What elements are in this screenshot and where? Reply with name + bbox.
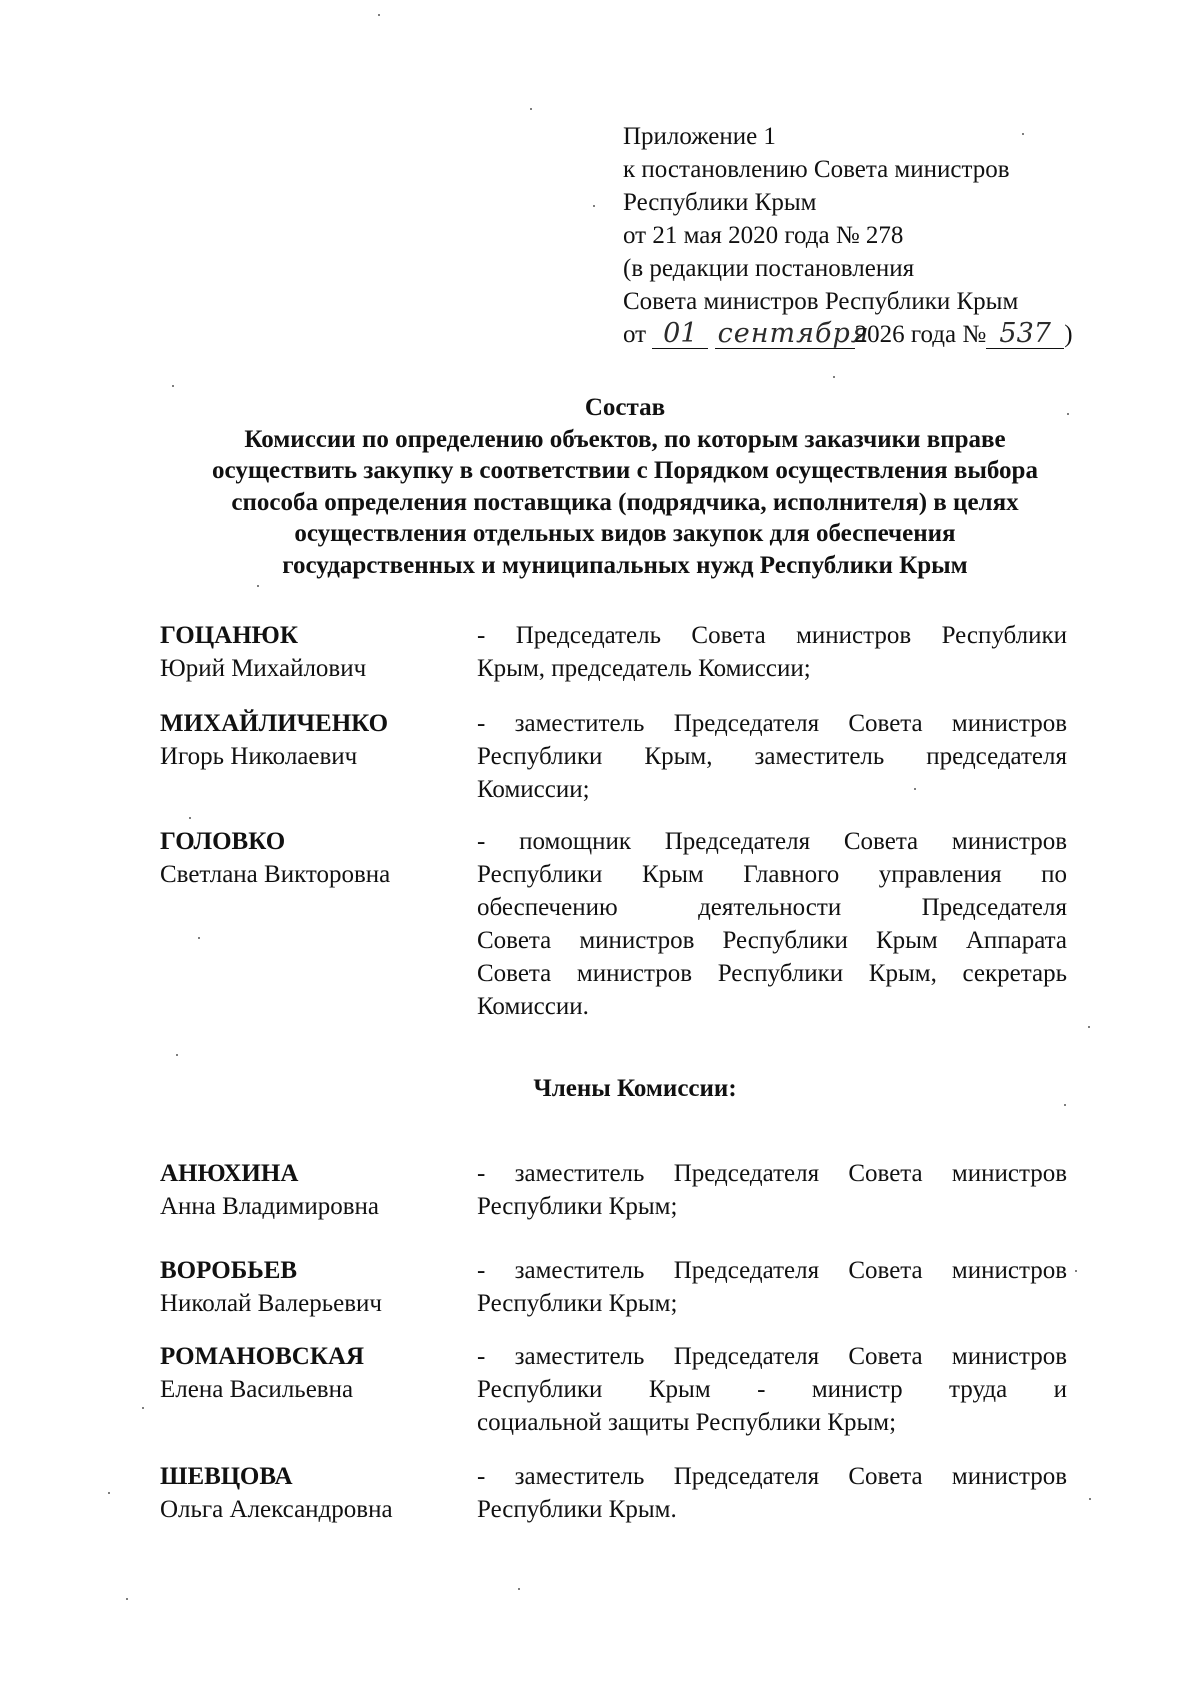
role-line: Республики Крым Главного управления по bbox=[477, 861, 1067, 888]
appendix-line: к постановлению Совета министров bbox=[623, 156, 1010, 183]
title-line: государственных и муниципальных нужд Республики Крым bbox=[282, 551, 968, 579]
appendix-line: Приложение 1 bbox=[623, 123, 776, 150]
date-suffix: ) bbox=[1064, 321, 1073, 348]
date-middle: 2026 года № bbox=[854, 321, 987, 348]
title-heading: Состав bbox=[584, 394, 666, 421]
scan-speck bbox=[518, 1588, 520, 1590]
role-line: Совета министров Республики Крым, секретарь bbox=[477, 960, 1067, 987]
role-line: Комиссии. bbox=[477, 993, 589, 1020]
person-given-name: Игорь Николаевич bbox=[160, 743, 358, 770]
person-surname: МИХАЙЛИЧЕНКО bbox=[160, 710, 389, 737]
person-given-name: Ольга Александровна bbox=[160, 1496, 393, 1523]
person-surname: ГОЛОВКО bbox=[160, 828, 286, 855]
person-surname: ВОРОБЬЕВ bbox=[160, 1257, 298, 1284]
scan-speck bbox=[189, 817, 191, 819]
role-line: обеспечению деятельности Председателя bbox=[477, 894, 1067, 921]
appendix-line: (в редакции постановления bbox=[623, 255, 915, 282]
role-line: - помощник Председателя Совета министров bbox=[477, 828, 1067, 855]
title-line: осуществить закупку в соответствии с Порядком осуществления выбора bbox=[212, 457, 1038, 484]
scan-speck bbox=[1022, 133, 1024, 135]
role-line: - заместитель Председателя Совета министров bbox=[477, 710, 1067, 737]
person-name bbox=[160, 1157, 460, 1223]
person-name bbox=[160, 619, 460, 685]
person-surname: АНЮХИНА bbox=[160, 1160, 299, 1187]
appendix-line: Совета министров Республики Крым bbox=[623, 288, 1019, 315]
role-line: Совета министров Республики Крым Аппарата bbox=[477, 927, 1067, 954]
person-role bbox=[477, 825, 1067, 1023]
scan-speck bbox=[126, 1598, 128, 1600]
person-given-name: Елена Васильевна bbox=[160, 1376, 354, 1403]
person-surname: РОМАНОВСКАЯ bbox=[160, 1343, 365, 1370]
role-line: Республики Крым, заместитель председателя bbox=[477, 743, 1067, 770]
role-line: - заместитель Председателя Совета министров bbox=[477, 1463, 1067, 1490]
scan-speck bbox=[1088, 1026, 1090, 1028]
person-role bbox=[477, 619, 1067, 685]
appendix-header bbox=[623, 120, 1073, 351]
scan-speck bbox=[1075, 1270, 1077, 1272]
scan-speck bbox=[198, 937, 200, 939]
scan-speck bbox=[257, 585, 259, 587]
role-line: Республики Крым. bbox=[477, 1496, 677, 1523]
role-line: Комиссии; bbox=[477, 776, 590, 803]
role-line: Республики Крым; bbox=[477, 1290, 678, 1317]
handwritten-day: 01 bbox=[652, 320, 708, 349]
scan-speck bbox=[1064, 1104, 1066, 1106]
person-given-name: Светлана Викторовна bbox=[160, 861, 391, 888]
person-name bbox=[160, 1340, 460, 1406]
person-surname: ШЕВЦОВА bbox=[160, 1463, 293, 1490]
role-line: - Председатель Совета министров Республики bbox=[477, 622, 1067, 649]
role-line: - заместитель Председателя Совета министров bbox=[477, 1257, 1067, 1284]
scan-speck bbox=[833, 376, 835, 378]
scan-speck bbox=[1067, 413, 1069, 415]
role-line: Крым, председатель Комиссии; bbox=[477, 655, 811, 682]
role-line: - заместитель Председателя Совета министров bbox=[477, 1160, 1067, 1187]
appendix-line: от 21 мая 2020 года № 278 bbox=[623, 222, 904, 249]
scan-speck bbox=[172, 385, 174, 387]
scan-speck bbox=[108, 1492, 110, 1494]
scan-speck bbox=[378, 14, 380, 16]
role-line: социальной защиты Республики Крым; bbox=[477, 1409, 897, 1436]
appendix-date-line bbox=[623, 318, 1073, 351]
scan-speck bbox=[142, 1407, 144, 1409]
scan-speck bbox=[530, 108, 532, 110]
role-line: Республики Крым - министр труда и bbox=[477, 1376, 1067, 1403]
title-line: осуществления отдельных видов закупок для обеспечения bbox=[294, 520, 956, 547]
person-name bbox=[160, 707, 460, 773]
handwritten-number: 537 bbox=[986, 320, 1064, 349]
person-name bbox=[160, 825, 460, 891]
document-title bbox=[150, 392, 1100, 581]
person-given-name: Анна Владимировна bbox=[160, 1193, 379, 1220]
title-line: способа определения поставщика (подрядчика, исполнителя) в целях bbox=[231, 488, 1019, 516]
role-line: Республики Крым; bbox=[477, 1193, 678, 1220]
person-given-name: Юрий Михайлович bbox=[160, 655, 367, 682]
members-heading: Члены Комиссии: bbox=[533, 1075, 737, 1102]
person-surname: ГОЦАНЮК bbox=[160, 622, 298, 649]
person-role bbox=[477, 1460, 1067, 1526]
person-name bbox=[160, 1460, 460, 1526]
role-line: - заместитель Председателя Совета министров bbox=[477, 1343, 1067, 1370]
person-given-name: Николай Валерьевич bbox=[160, 1290, 382, 1317]
scan-speck bbox=[176, 1054, 178, 1056]
scan-speck bbox=[914, 788, 916, 790]
person-role bbox=[477, 1157, 1067, 1223]
title-line: Комиссии по определению объектов, по которым заказчики вправе bbox=[244, 425, 1006, 453]
person-name bbox=[160, 1254, 460, 1320]
appendix-line: Республики Крым bbox=[623, 189, 817, 216]
person-role bbox=[477, 707, 1067, 806]
handwritten-month: сентября bbox=[715, 320, 855, 349]
scan-speck bbox=[1089, 1498, 1091, 1500]
person-role bbox=[477, 1254, 1067, 1320]
person-role bbox=[477, 1340, 1067, 1439]
date-prefix: от bbox=[623, 321, 647, 348]
scan-speck bbox=[593, 205, 595, 207]
